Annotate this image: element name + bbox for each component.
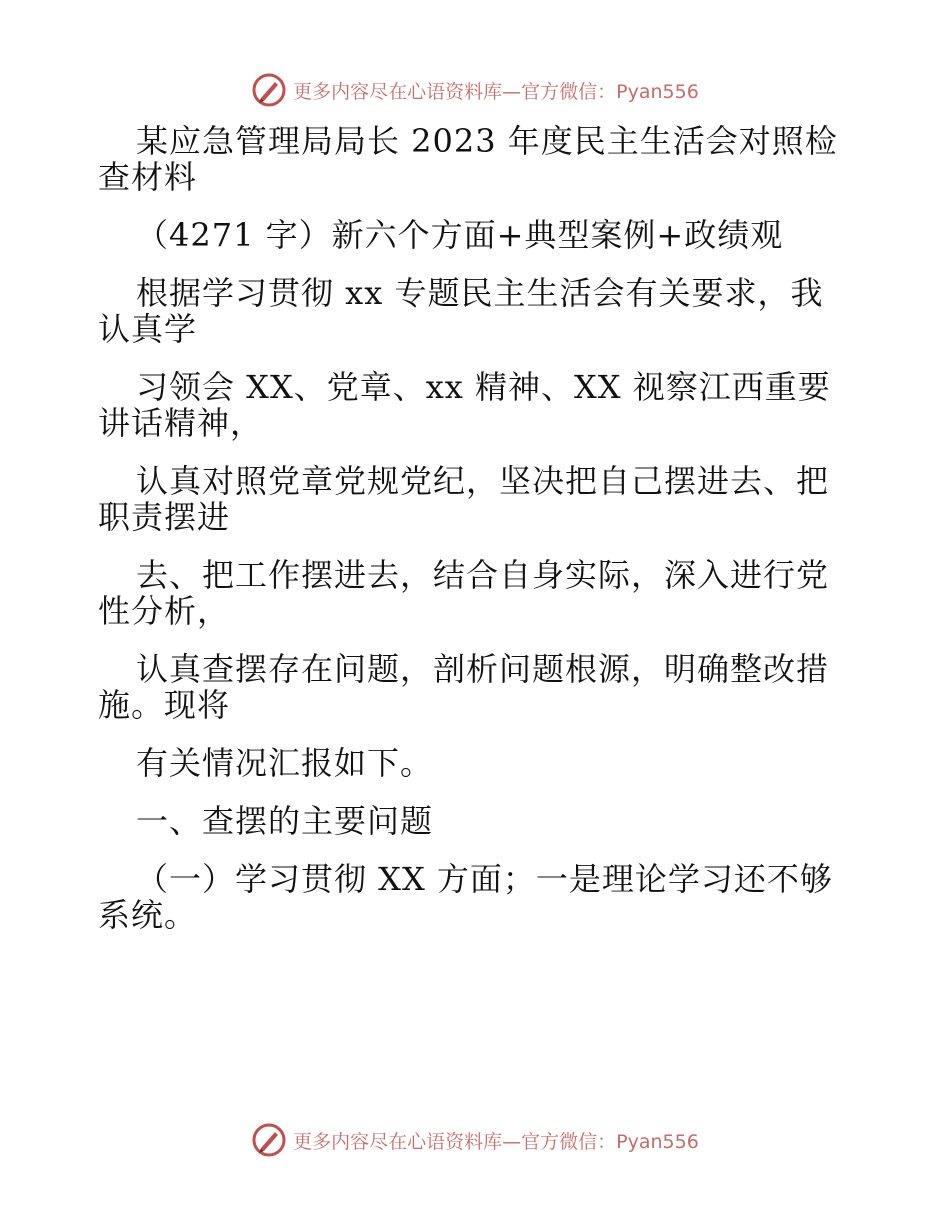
paragraph-line: 去、把工作摆进去，结合自身实际，深入进行党 bbox=[136, 556, 830, 594]
watermark-banner-top bbox=[0, 68, 950, 112]
document-body bbox=[98, 124, 858, 932]
paragraph-line: 职责摆进 bbox=[98, 498, 231, 536]
paragraph-line: 性分析， bbox=[98, 592, 231, 630]
title-line-1: 某应急管理局局长 2023 年度民主生活会对照检 bbox=[136, 122, 838, 160]
section-heading: 一、查摆的主要问题 bbox=[136, 802, 434, 840]
paragraph-line: 有关情况汇报如下。 bbox=[136, 744, 434, 782]
pen-logo-icon bbox=[251, 72, 287, 108]
paragraph-line: 讲话精神， bbox=[98, 404, 264, 442]
paragraph-line: 施。现将 bbox=[98, 686, 231, 724]
paragraph-line: 认真查摆存在问题，剖析问题根源，明确整改措 bbox=[136, 650, 830, 688]
pen-logo-icon bbox=[251, 1122, 287, 1158]
subsection-line: 系统。 bbox=[98, 896, 198, 934]
title-line-2: 查材料 bbox=[98, 158, 198, 196]
watermark-text: 更多内容尽在心语资料库—官方微信：Pyan556 bbox=[293, 1130, 699, 1153]
watermark-banner-bottom bbox=[0, 1118, 950, 1162]
paragraph-line: 根据学习贯彻 xx 专题民主生活会有关要求，我 bbox=[136, 274, 824, 312]
paragraph-line: 认真对照党章党规党纪，坚决把自己摆进去、把 bbox=[136, 462, 830, 500]
paragraph-line: 认真学 bbox=[98, 310, 198, 348]
subtitle-line: （4271 字）新六个方面+典型案例+政绩观 bbox=[136, 216, 784, 254]
watermark-text: 更多内容尽在心语资料库—官方微信：Pyan556 bbox=[293, 80, 699, 103]
subsection-line: （一）学习贯彻 XX 方面；一是理论学习还不够 bbox=[136, 860, 833, 898]
paragraph-line: 习领会 XX、党章、xx 精神、XX 视察江西重要 bbox=[136, 368, 831, 406]
